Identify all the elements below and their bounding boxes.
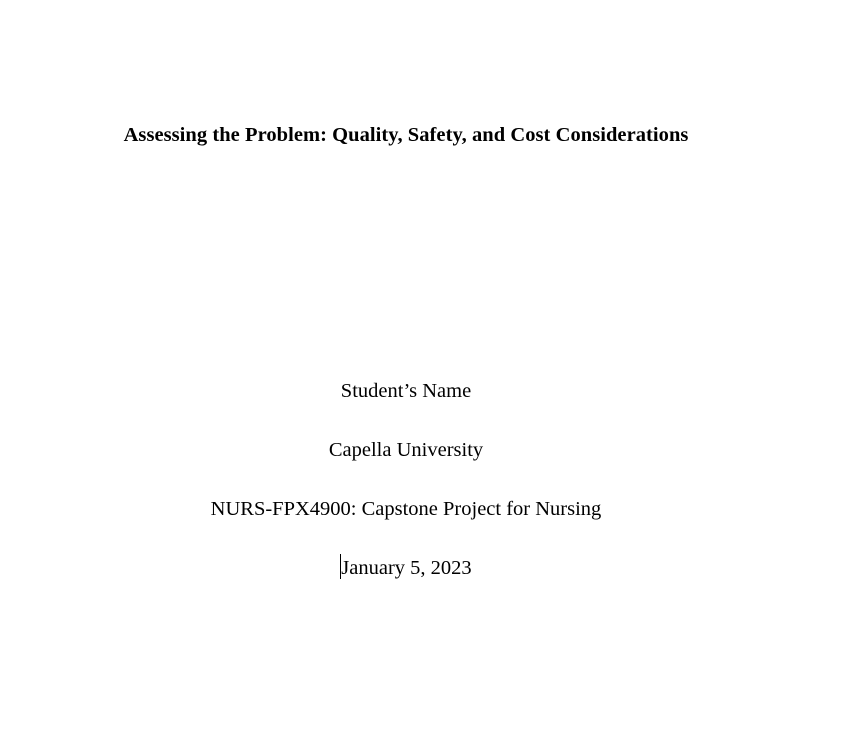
title-page-byline-block <box>0 362 812 598</box>
institution-line: Capella University <box>328 439 484 461</box>
date-line: January 5, 2023 <box>341 557 472 579</box>
date-line-container <box>0 539 812 598</box>
page-title: Assessing the Problem: Quality, Safety, and Cost Considerations <box>123 124 689 146</box>
author-name-line: Student’s Name <box>340 380 472 402</box>
course-line: NURS-FPX4900: Capstone Project for Nursing <box>210 498 602 520</box>
